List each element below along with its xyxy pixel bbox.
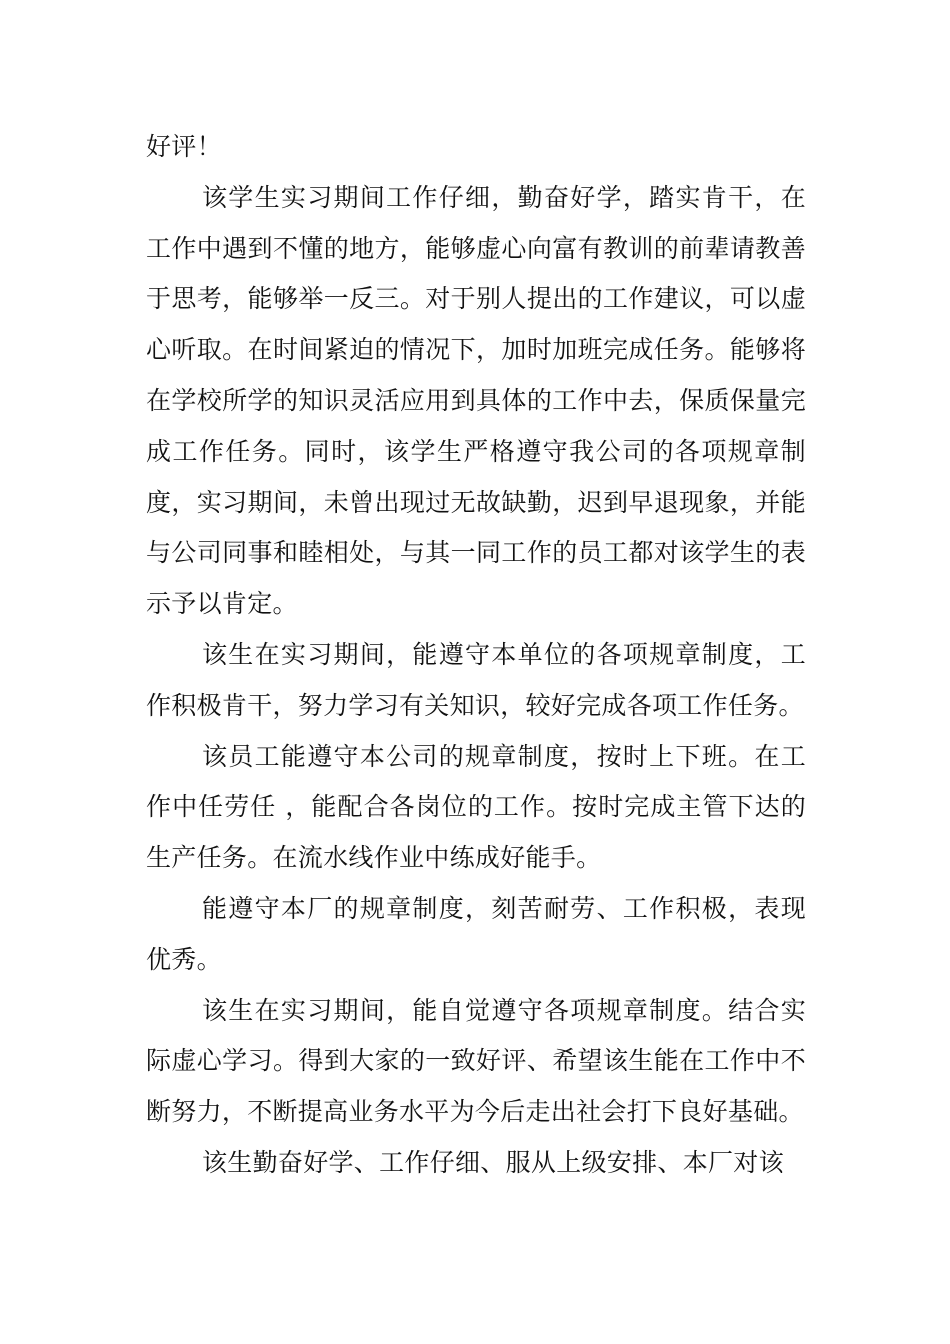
paragraph-evaluation-6: 该生勤奋好学、工作仔细、服从上级安排、本厂对该 xyxy=(202,1147,784,1177)
paragraph-evaluation-1: 该学生实习期间工作仔细，勤奋好学，踏实肯干，在工作中遇到不懂的地方，能够虚心向富有教训的前辈请教善于思考，能够举一反三。对于别人提出的工作建议，可以虚心听取。在时间紧迫的情况下，加时加班完成任务。能够将在学校所学的知识灵活应用到具体的工作中去，保质保量完成工作任务。同时，该学生严格遵守我公司的各项规章制度，实习期间，未曾出现过无故缺勤，迟到早退现象，并能与公司同事和睦相处，与其一同工作的员工都对该学生的表示予以肯定。 xyxy=(146,182,806,619)
paragraph-evaluation-2: 该生在实习期间，能遵守本单位的各项规章制度，工作积极肯干，努力学习有关知识，较好完成各项工作任务。 xyxy=(146,639,806,720)
paragraph-continuation: 好评！ xyxy=(146,132,222,161)
paragraph-evaluation-3: 该员工能遵守本公司的规章制度，按时上下班。在工作中任劳任 ，能配合各岗位的工作。按时完成主管下达的生产任务。在流水线作业中练成好能手。 xyxy=(146,741,806,873)
document-body xyxy=(146,122,806,1189)
paragraph-evaluation-5: 该生在实习期间，能自觉遵守各项规章制度。结合实际虚心学习。得到大家的一致好评、希望该生能在工作中不断努力，不断提高业务水平为今后走出社会打下良好基础。 xyxy=(146,995,806,1127)
paragraph-evaluation-4: 能遵守本厂的规章制度，刻苦耐劳、工作积极，表现优秀。 xyxy=(146,893,806,974)
